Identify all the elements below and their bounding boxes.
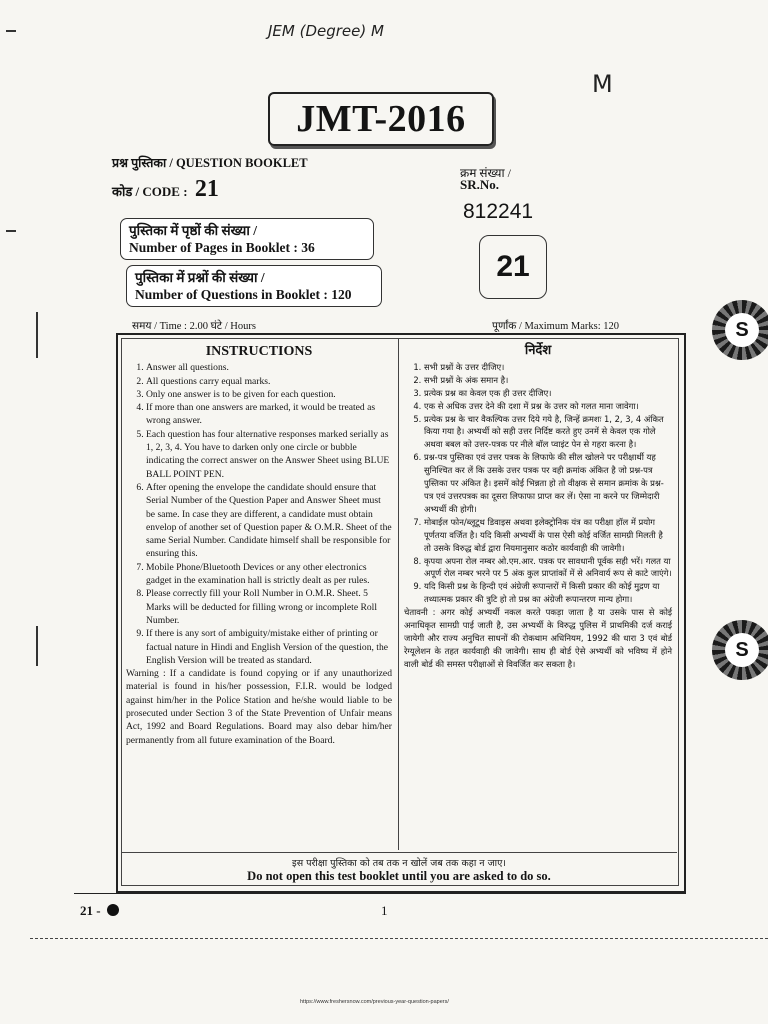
code-value: 21 (194, 176, 219, 202)
instructions-english (126, 345, 392, 747)
nirdesh-item: 6. प्रश्न-पत्र पुस्तिका एवं उत्तर पत्रक के लिफाफे की सील खोलने पर परीक्षार्थी यह सुनिश्चित कर लें कि उसके उत्तर पत्रक पर वही क्रमांक अंकित है जो प्रश्न-पत्र पुस्तिका पर अंकित है। इसमें कोई भिन्नता हो तो वीक्षक से समान क्रमांक के प्रश्न-पत्र एवं उत्तरपत्रक का दूसरा लिफाफा प्राप्त कर लें। ऐसा ना करने पर जिम्मेदारी अभ्यर्थी की होगी। (424, 451, 672, 516)
instructions-hindi (404, 345, 672, 671)
page-code (80, 903, 119, 919)
margin-tick (6, 30, 16, 32)
page-number: 1 (381, 903, 388, 918)
instructions-title: INSTRUCTIONS (205, 344, 313, 359)
page-code-text: 21 - (80, 903, 101, 918)
handwritten-note: JEM (Degree) M (268, 22, 384, 40)
serial-number: 812241 (463, 200, 534, 223)
serial-label-en: SR.No. (460, 177, 500, 192)
source-url: https://www.freshersnow.com/previous-year-question-papers/ (300, 999, 449, 1005)
nirdesh-item: 5. प्रत्येक प्रश्न के चार वैकल्पिक उत्तर दिये गये है, जिन्हें क्रमशः 1, 2, 3, 4 अंकित किया गया है। अभ्यर्थी को सही उत्तर निर्दिष्ट करते हुए उनमें से केवल एक गोले अथवा बबल को उत्तर-पत्रक पर नीले बॉल प्वाइंट पेन से गहरा करना है। (424, 413, 672, 452)
instruction-item: 6. After opening the envelope the candidate should ensure that Serial Number of the Question Paper and Answer Sheet must be same. In case they are different, a candidate must obtain envelop of another set of Question paper & O.M.R. Sheet of the same Serial Number. Candidate himself shall be responsible for ensuring this. (146, 481, 392, 561)
nirdesh-item: 3. प्रत्येक प्रश्न का केवल एक ही उत्तर दीजिए। (424, 387, 672, 400)
serial-label-hi: क्रम संख्या / (460, 166, 511, 180)
do-not-open-notice (121, 852, 677, 885)
pages-count-en: Number of Pages in Booklet : 36 (129, 240, 315, 255)
do-not-open-hi: इस परीक्षा पुस्तिका को तब तक न खोलें जब तक कहा न जाए। (292, 858, 506, 869)
margin-mark (36, 312, 38, 358)
questions-count-en: Number of Questions in Booklet : 120 (135, 287, 352, 302)
nirdesh-warning: चेतावनी : अगर कोई अभ्यर्थी नकल करते पकड़ा जाता है या उसके पास से कोई अनाधिकृत सामग्री पाई जाती है, उस अभ्यर्थी के विरुद्ध पुलिस में प्राथमिकी दर्ज कराई जायेगी और राज्य अनुचित साधनों की रोकथाम अधिनियम, 1992 की धारा 3 एवं बोर्ड रेग्यूलेशन के तहत कार्यवाही की जावेगी। साथ ही बोर्ड ऐसे अभ्यर्थी को भविष्य में होने वाली बोर्ड की समस्त परीक्षाओं से विवर्जित कर सकता है। (404, 607, 672, 669)
footer-rule (74, 893, 686, 894)
side-seal-icon: S (712, 620, 768, 680)
nirdesh-item: 7. मोबाईल फोन/ब्लूटूथ डिवाइस अथवा इलेक्ट्रोनिक यंत्र का परीक्षा हॉल में प्रयोग पूर्णतया वर्जित है। यदि किसी अभ्यर्थी के पास ऐसी कोई वर्जित सामग्री मिलती है तो उसके विरुद्ध बोर्ड द्वारा नियमानुसार कठोर कार्यवाही की जावेगी। (424, 516, 672, 555)
handwritten-corner-mark: M (592, 70, 613, 98)
booklet-label: प्रश्न पुस्तिका / QUESTION BOOKLET (112, 156, 308, 170)
time-info: समय / Time : 2.00 घंटे / Hours (132, 321, 256, 332)
exam-title: JMT-2016 (268, 92, 494, 146)
scan-edge-line (30, 938, 768, 939)
instructions-warning: Warning : If a candidate is found copying or if any unauthorized material is found in his/her possession, F.I.R. would be lodged against him/her in the Police Station and he/she would liable to be prosecuted under Section 3 of the State Prevention of Unfair means Act, 1992 and Board Regulations. Board may also debar him/her permanently from all future examination of the Board. (126, 668, 392, 746)
side-seal-icon: S (712, 300, 768, 360)
instruction-item: 5. Each question has four alternative responses marked serially as 1, 2, 3, 4. You have to darken only one circle or bubble indicating the correct answer on the Answer Sheet using BLUE BALL POINT PEN. (146, 428, 392, 481)
instruction-item: 4. If more than one answers are marked, it would be treated as wrong answer. (146, 401, 392, 428)
filled-circle-icon (107, 904, 119, 916)
margin-tick (6, 230, 16, 232)
margin-mark (36, 626, 38, 666)
instruction-item: 1. Answer all questions. (146, 361, 392, 374)
questions-count-box (126, 265, 382, 307)
instruction-item: 3. Only one answer is to be given for each question. (146, 388, 392, 401)
marks-info: पूर्णांक / Maximum Marks: 120 (492, 321, 620, 332)
instruction-item: 8. Please correctly fill your Roll Number in O.M.R. Sheet. 5 Marks will be deducted for filling wrong or incomplete Roll Number. (146, 587, 392, 627)
nirdesh-item: 2. सभी प्रश्नों के अंक समान है। (424, 374, 672, 387)
do-not-open-en: Do not open this test booklet until you are asked to do so. (247, 869, 551, 883)
nirdesh-item: 9. यदि किसी प्रश्न के हिन्दी एवं अंग्रेजी रूपान्तरों में किसी प्रकार की कोई मुद्रण या तथ्यात्मक प्रकार की त्रुटि हो तो प्रश्न का अंग्रेजी रूपान्तरण मान्य होगा। (424, 580, 672, 606)
instruction-item: 2. All questions carry equal marks. (146, 375, 392, 388)
pages-count-hi: पुस्तिका में पृष्ठों की संख्या / (129, 223, 258, 238)
instruction-item: 9. If there is any sort of ambiguity/mistake either of printing or factual nature in Hindi and English Version of the question, the English Version will be treated as standard. (146, 627, 392, 667)
column-divider (398, 338, 399, 850)
nirdesh-title: निर्देश (524, 343, 552, 358)
serial-boxed-code: 21 (479, 235, 547, 299)
nirdesh-item: 1. सभी प्रश्नों के उत्तर दीजिए। (424, 361, 672, 374)
code-label-text: कोड / CODE : (112, 184, 188, 199)
code-label (112, 176, 219, 203)
nirdesh-item: 4. एक से अधिक उत्तर देने की दशा में प्रश्न के उत्तर को गलत माना जावेगा। (424, 400, 672, 413)
nirdesh-item: 8. कृपया अपना रोल नम्बर ओ.एम.आर. पत्रक पर सावधानी पूर्वक सही भरें। गलत या अपूर्ण रोल नम्बर भरने पर 5 अंक कुल प्राप्तांकों में से अनिवार्य रूप से काटे जाएंगे। (424, 555, 672, 581)
instruction-item: 7. Mobile Phone/Bluetooth Devices or any other electronics gadget in the examination hall is strictly dealt as per rules. (146, 561, 392, 588)
pages-count-box (120, 218, 374, 260)
questions-count-hi: पुस्तिका में प्रश्नों की संख्या / (135, 270, 265, 285)
